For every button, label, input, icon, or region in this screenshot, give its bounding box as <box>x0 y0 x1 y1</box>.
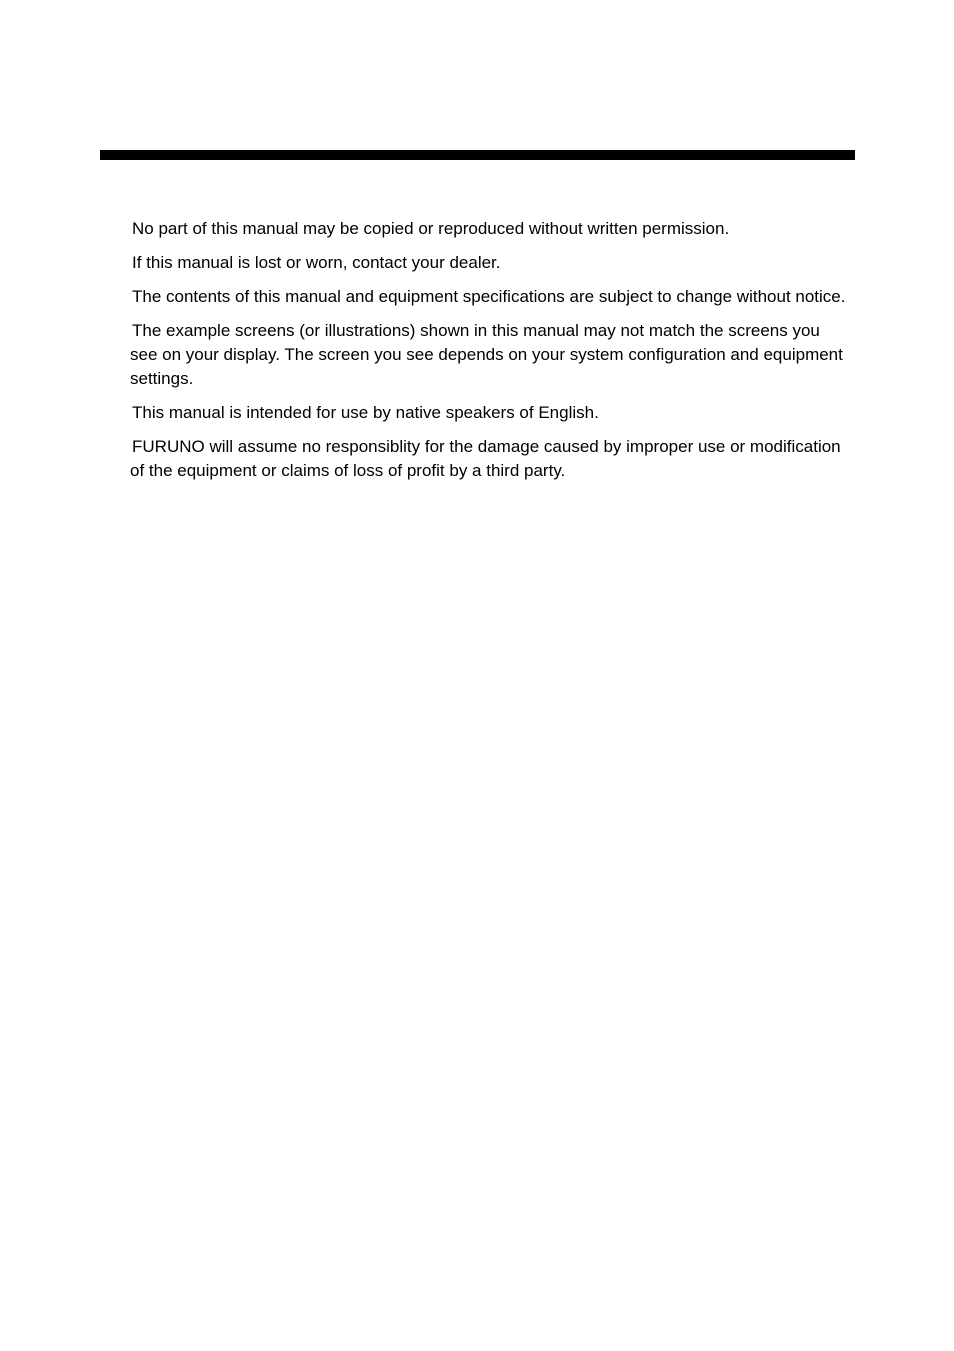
notice-subject-to-change: The contents of this manual and equipment specifications are subject to change without notice. <box>132 287 846 306</box>
notice-copy-permission: No part of this manual may be copied or reproduced without written permission. <box>132 219 730 238</box>
notice-english-speakers: This manual is intended for use by native speakers of English. <box>132 403 599 422</box>
header-rule <box>100 150 855 160</box>
notice-lost-manual: If this manual is lost or worn, contact your dealer. <box>132 253 501 272</box>
notice-example-screens: The example screens (or illustrations) shown in this manual may not match the screens you see on your display. The screen you see depends on your system configuration and equipment settings. <box>130 321 843 388</box>
notice-liability: FURUNO will assume no responsiblity for the damage caused by improper use or modification of the equipment or claims of loss of profit by a third party. <box>130 437 841 480</box>
important-notices-list <box>130 217 850 493</box>
